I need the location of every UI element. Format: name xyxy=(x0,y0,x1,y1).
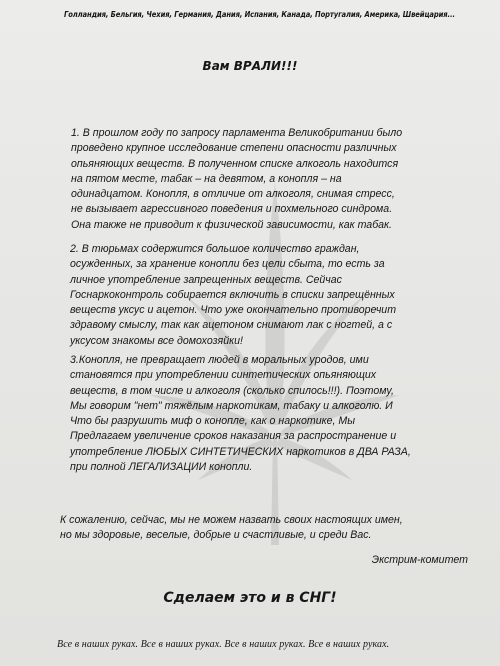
paragraph-line: Госнаркоконтроль собирается включить в списки запрещённых xyxy=(70,288,395,301)
paragraph-1 xyxy=(71,126,402,233)
closing-line: но мы здоровые, веселые, добрые и счастливые, и среди Вас. xyxy=(60,529,372,542)
footer-text: Все в наших руках. Все в наших руках. Все в наших руках. Все в наших руках. xyxy=(57,639,390,650)
paragraph-line: личное употребление запрещенных веществ. Сейчас xyxy=(70,273,342,286)
signature: Экстрим-комитет xyxy=(371,554,468,566)
paragraph-2 xyxy=(70,242,396,349)
countries-list: Голландия, Бельгия, Чехия, Германия, Дания, Испания, Канада, Португалия, Америка, Швейцария... xyxy=(64,9,455,19)
paragraph-line: не вызывает агрессивного поведения и похмельного синдрома. xyxy=(71,203,393,216)
paragraph-3 xyxy=(70,353,411,475)
paragraph-line: Что бы разрушить миф о конопле, как о наркотике, Мы xyxy=(70,415,355,428)
paragraph-line: Она также не приводит к физической зависимости, как табак. xyxy=(71,218,392,231)
paragraph-line: становятся при употреблении синтетических опьяняющих xyxy=(70,369,377,382)
slogan: Сделаем это и в СНГ! xyxy=(163,590,337,606)
paragraph-line: употребление ЛЮБЫХ СИНТЕТИЧЕСКИХ наркотиков в ДВА РАЗА, xyxy=(70,445,411,458)
paragraph-line: 3.Конопля, не превращает людей в моральных уродов, ими xyxy=(70,354,369,366)
paragraph-line: проведено крупное исследование степени опасности различных xyxy=(71,142,397,155)
paragraph-line: при полной ЛЕГАЛИЗАЦИИ конопли. xyxy=(70,461,253,474)
paragraph-line: 2. В тюрьмах содержится большое количество граждан, xyxy=(70,243,360,255)
closing-text xyxy=(60,513,403,544)
paragraph-line: Мы говорим "нет" тяжёлым наркотикам, табаку и алкоголю. И xyxy=(70,399,393,412)
closing-line: К сожалению, сейчас, мы не можем назвать своих настоящих имен, xyxy=(60,514,403,526)
paragraph-line: веществ, в том числе и алкоголя (сколько спилось!!!). Поэтому, xyxy=(70,384,394,397)
paragraph-line: одинадцатом. Конопля, в отличие от алкоголя, снимая стресс, xyxy=(71,188,395,201)
paragraph-line: уксусом знакомы все домохозяйки! xyxy=(70,334,243,347)
paragraph-line: здравому смыслу, так как ацетоном снимают лак с ногтей, а с xyxy=(70,319,393,332)
paragraph-line: 1. В прошлом году по запросу парламента Великобритании было xyxy=(71,127,403,139)
page-title: Вам ВРАЛИ!!! xyxy=(202,59,298,73)
paragraph-line: веществ уксус и ацетон. Что уже окончательно противоречит xyxy=(70,304,397,317)
paragraph-line: Предлагаем увеличение сроков наказания за распространение и xyxy=(70,430,397,443)
paragraph-line: на пятом месте, табак – на девятом, а конопля – на xyxy=(71,172,342,185)
paragraph-line: осужденных, за хранение конопли без цели сбыта, то есть за xyxy=(70,258,385,271)
paragraph-line: опьяняющих веществ. В полученном списке алкоголь находится xyxy=(71,157,399,170)
